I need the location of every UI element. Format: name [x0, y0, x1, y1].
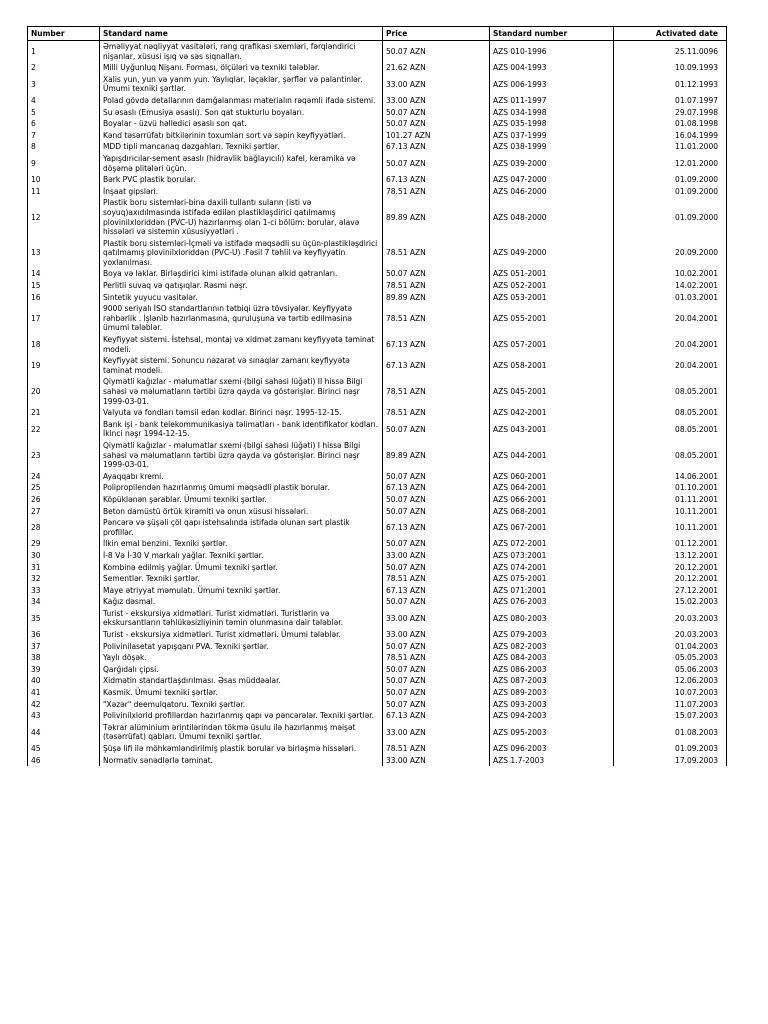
cell-number: 21 — [28, 407, 100, 419]
cell-activated-date: 10.07.2003 — [614, 687, 727, 699]
table-row — [28, 41, 727, 63]
table-row — [28, 238, 727, 269]
cell-price: 67.13 AZN — [383, 482, 490, 494]
cell-price: 50.07 AZN — [383, 419, 490, 440]
cell-standard-name: Qarğıdalı çipsi. — [100, 664, 383, 676]
cell-standard-number: AZS 095-2003 — [490, 722, 614, 743]
cell-activated-date: 12.06.2003 — [614, 675, 727, 687]
cell-price: 67.13 AZN — [383, 585, 490, 597]
table-row — [28, 376, 727, 407]
cell-activated-date: 11.07.2003 — [614, 699, 727, 711]
cell-activated-date: 01.09.2003 — [614, 743, 727, 755]
table-row — [28, 664, 727, 676]
cell-standard-name: Plastik boru sistemləri-bina daxili tullantı suların (isti və soyuq)axıdılmasında istifadə edilən plastikləşdirici qatılmamış plovinilxloriddən (PVC-U) hazırlanmış olan 1-ci bölüm: borular, əlavə hissələri və sistemin xüsusiyyətləri . — [100, 197, 383, 237]
cell-price: 67.13 AZN — [383, 174, 490, 186]
cell-number: 6 — [28, 118, 100, 130]
cell-standard-number: AZS 038-1999 — [490, 141, 614, 153]
table-row — [28, 562, 727, 574]
cell-number: 13 — [28, 238, 100, 269]
cell-standard-number: AZS 086-2003 — [490, 664, 614, 676]
cell-activated-date: 05.05.2003 — [614, 652, 727, 664]
cell-standard-name: Xalis yun, yun və yarım yun. Yaylıqlar, ləçəklər, şərflər və palantinlər. Ümumi texniki şərtlər. — [100, 74, 383, 95]
cell-price: 67.13 AZN — [383, 334, 490, 355]
table-row — [28, 641, 727, 653]
cell-standard-number: AZS 084-2003 — [490, 652, 614, 664]
cell-activated-date: 20.12.2001 — [614, 573, 727, 585]
cell-standard-number: AZS 068-2001 — [490, 506, 614, 518]
cell-activated-date: 01.04.2003 — [614, 641, 727, 653]
cell-standard-name: Turist - ekskursiya xidmətləri. Turist xidmətləri. Turistlərin və ekskursantların təhlükəsizliyinin təmin olunmasına dair tələblər. — [100, 608, 383, 629]
cell-standard-number: AZS 1.7-2003 — [490, 755, 614, 767]
cell-price: 33.00 AZN — [383, 95, 490, 107]
cell-standard-name: Təkrar alüminium ərintilərindən tökmə üsulu ilə hazırlanmış məişət (təsərrüfat) qabları. Ümumi texniki şərtlər. — [100, 722, 383, 743]
cell-standard-name: Şüşə lifi ilə möhkəmləndirilmiş plastik borular və birləşmə hissələri. — [100, 743, 383, 755]
table-row — [28, 652, 727, 664]
cell-standard-number: AZS 071:2001 — [490, 585, 614, 597]
cell-standard-number: AZS 066-2001 — [490, 494, 614, 506]
cell-standard-number: AZS 044-2001 — [490, 440, 614, 471]
cell-price: 50.07 AZN — [383, 107, 490, 119]
cell-standard-name: Xidmətin standartlaşdırılması. Əsas müddəalar. — [100, 675, 383, 687]
cell-activated-date: 12.01.2000 — [614, 153, 727, 174]
cell-number: 31 — [28, 562, 100, 574]
cell-standard-name: Beton damüstü örtük kirəmiti və onun xüsusi hissələri. — [100, 506, 383, 518]
cell-number: 15 — [28, 280, 100, 292]
cell-standard-name: Perlitli suvaq və qatışıqlar. Rəsmi nəşr. — [100, 280, 383, 292]
cell-standard-number: AZS 011-1997 — [490, 95, 614, 107]
cell-price: 33.00 AZN — [383, 74, 490, 95]
cell-number: 36 — [28, 629, 100, 641]
cell-activated-date: 11.01.2000 — [614, 141, 727, 153]
table-row — [28, 699, 727, 711]
table-row — [28, 517, 727, 538]
cell-standard-number: AZS 053-2001 — [490, 292, 614, 304]
cell-price: 33.00 AZN — [383, 755, 490, 767]
table-row — [28, 482, 727, 494]
table-body — [28, 41, 727, 767]
cell-price: 78.51 AZN — [383, 238, 490, 269]
cell-price: 33.00 AZN — [383, 608, 490, 629]
cell-standard-number: AZS 073:2001 — [490, 550, 614, 562]
cell-number: 34 — [28, 596, 100, 608]
table-row — [28, 687, 727, 699]
cell-activated-date: 20.12.2001 — [614, 562, 727, 574]
cell-price: 50.07 AZN — [383, 562, 490, 574]
cell-number: 28 — [28, 517, 100, 538]
header-standard-number: Standard number — [490, 27, 614, 41]
cell-number: 11 — [28, 186, 100, 198]
table-row — [28, 141, 727, 153]
table-row — [28, 506, 727, 518]
table-row — [28, 440, 727, 471]
cell-activated-date: 08.05.2001 — [614, 407, 727, 419]
cell-price: 89.89 AZN — [383, 197, 490, 237]
table-row — [28, 280, 727, 292]
cell-activated-date: 16.04.1999 — [614, 130, 727, 142]
cell-standard-number: AZS 051-2001 — [490, 268, 614, 280]
cell-price: 50.07 AZN — [383, 41, 490, 63]
cell-standard-name: Polivinilasetat yapışqanı PVA. Texniki şərtlər. — [100, 641, 383, 653]
cell-number: 30 — [28, 550, 100, 562]
cell-standard-number: AZS 096-2003 — [490, 743, 614, 755]
cell-number: 29 — [28, 538, 100, 550]
cell-price: 78.51 AZN — [383, 743, 490, 755]
cell-number: 41 — [28, 687, 100, 699]
cell-standard-name: Bərk PVC plastik borular. — [100, 174, 383, 186]
table-row — [28, 186, 727, 198]
cell-standard-number: AZS 089-2003 — [490, 687, 614, 699]
cell-standard-name: Qiymətli kağızlar - məlumatlar sxemi (bilgi sahəsi lüğəti) I hissə Bilgi sahəsi və məlumatların tərtibi üzrə qayda və göstərişlər. Birinci nəşr 1999-03-01. — [100, 440, 383, 471]
cell-activated-date: 01.03.2001 — [614, 292, 727, 304]
table-row — [28, 596, 727, 608]
header-activated-date: Activated date — [614, 27, 727, 41]
cell-standard-number: AZS 094-2003 — [490, 710, 614, 722]
cell-standard-number: AZS 006-1993 — [490, 74, 614, 95]
cell-price: 78.51 AZN — [383, 303, 490, 334]
cell-standard-number: AZS 060-2001 — [490, 471, 614, 483]
cell-standard-name: Ayaqqabı kremi. — [100, 471, 383, 483]
cell-number: 27 — [28, 506, 100, 518]
table-row — [28, 743, 727, 755]
cell-standard-number: AZS 043-2001 — [490, 419, 614, 440]
cell-standard-number: AZS 042-2001 — [490, 407, 614, 419]
table-row — [28, 538, 727, 550]
cell-standard-number: AZS 039-2000 — [490, 153, 614, 174]
cell-price: 67.13 AZN — [383, 141, 490, 153]
cell-price: 89.89 AZN — [383, 440, 490, 471]
cell-number: 40 — [28, 675, 100, 687]
cell-price: 50.07 AZN — [383, 494, 490, 506]
cell-standard-number: AZS 076-2003 — [490, 596, 614, 608]
cell-standard-name: İ-8 Və İ-30 V markalı yağlar. Texniki şərtlər. — [100, 550, 383, 562]
cell-number: 1 — [28, 41, 100, 63]
cell-standard-name: Keyfiyyət sistemi. İstehsal, montaj və xidmət zamanı keyfiyyətə təminat modeli. — [100, 334, 383, 355]
table-row — [28, 755, 727, 767]
table-row — [28, 355, 727, 376]
cell-price: 33.00 AZN — [383, 550, 490, 562]
cell-price: 33.00 AZN — [383, 629, 490, 641]
table-row — [28, 118, 727, 130]
cell-activated-date: 01.12.2001 — [614, 538, 727, 550]
cell-standard-name: Boya və laklar. Birləşdirici kimi istifadə olunan alkid qətranları. — [100, 268, 383, 280]
cell-standard-number: AZS 037-1999 — [490, 130, 614, 142]
cell-price: 50.07 AZN — [383, 471, 490, 483]
table-row — [28, 153, 727, 174]
header-row — [28, 27, 727, 41]
table-row — [28, 407, 727, 419]
cell-activated-date: 01.09.2000 — [614, 186, 727, 198]
cell-standard-name: Turist - ekskursiya xidmətləri. Turist xidmətləri. Ümumi tələblər. — [100, 629, 383, 641]
cell-standard-name: Boyalar - üzvü həlledici əsaslı son qat. — [100, 118, 383, 130]
cell-standard-number: AZS 047-2000 — [490, 174, 614, 186]
cell-standard-name: Polivinilxlorid profillərdən hazırlanmış qapı və pəncərələr. Texniki şərtlər. — [100, 710, 383, 722]
cell-activated-date: 25.11.0096 — [614, 41, 727, 63]
cell-standard-number: AZS 082-2003 — [490, 641, 614, 653]
cell-number: 43 — [28, 710, 100, 722]
cell-price: 50.07 AZN — [383, 596, 490, 608]
cell-number: 25 — [28, 482, 100, 494]
cell-price: 50.07 AZN — [383, 268, 490, 280]
cell-number: 16 — [28, 292, 100, 304]
cell-price: 50.07 AZN — [383, 664, 490, 676]
table-row — [28, 585, 727, 597]
cell-standard-name: Bank işi - bank telekommunikasiya təlimatları - bank identifikator kodları. İkinci nəşr 1994-12-15. — [100, 419, 383, 440]
cell-price: 78.51 AZN — [383, 573, 490, 585]
cell-activated-date: 20.03.2003 — [614, 608, 727, 629]
cell-standard-number: AZS 080-2003 — [490, 608, 614, 629]
cell-number: 44 — [28, 722, 100, 743]
cell-standard-name: MDD tipli mancanaq dəzgahları. Texniki şərtlər. — [100, 141, 383, 153]
cell-standard-number: AZS 057-2001 — [490, 334, 614, 355]
cell-standard-name: Maye ətriyyat məmulatı. Ümumi texniki şərtlər. — [100, 585, 383, 597]
cell-number: 24 — [28, 471, 100, 483]
cell-standard-number: AZS 055-2001 — [490, 303, 614, 334]
cell-standard-number: AZS 048-2000 — [490, 197, 614, 237]
cell-activated-date: 10.11.2001 — [614, 517, 727, 538]
header-standard-name: Standard name — [100, 27, 383, 41]
cell-standard-name: Plastik boru sistemləri-İçməli və istifadə məqsədli su üçün-plastikləşdirici qatılmamış plovinilxloriddən (PVC-U) .Fəsil 7 təhlil və keyfiyyətin yoxlanılması. — [100, 238, 383, 269]
cell-activated-date: 20.09.2000 — [614, 238, 727, 269]
cell-number: 20 — [28, 376, 100, 407]
cell-price: 89.89 AZN — [383, 292, 490, 304]
cell-standard-name: Polad gövdə detallarının damğalanması materialın rəqəmli ifadə sistemi. — [100, 95, 383, 107]
cell-standard-number: AZS 058-2001 — [490, 355, 614, 376]
table-row — [28, 268, 727, 280]
cell-standard-name: İlkin emal benzini. Texniki şərtlər. — [100, 538, 383, 550]
table-row — [28, 573, 727, 585]
cell-standard-name: İnşaat gipsləri. — [100, 186, 383, 198]
table-row — [28, 107, 727, 119]
cell-number: 39 — [28, 664, 100, 676]
cell-price: 78.51 AZN — [383, 280, 490, 292]
cell-activated-date: 01.08.1998 — [614, 118, 727, 130]
cell-standard-name: Qiymətli kağızlar - məlumatlar sxemi (bilgi sahəsi lüğəti) II hissə Bilgi sahəsi və məlumatların tərtibi üzrə qayda və göstərişlər. Birinci nəşr 1999-03-01. — [100, 376, 383, 407]
table-row — [28, 130, 727, 142]
cell-number: 10 — [28, 174, 100, 186]
cell-price: 50.07 AZN — [383, 118, 490, 130]
cell-number: 22 — [28, 419, 100, 440]
table-row — [28, 419, 727, 440]
cell-activated-date: 10.09.1993 — [614, 62, 727, 74]
cell-activated-date: 08.05.2001 — [614, 419, 727, 440]
cell-number: 2 — [28, 62, 100, 74]
cell-number: 18 — [28, 334, 100, 355]
cell-activated-date: 20.04.2001 — [614, 334, 727, 355]
table-row — [28, 334, 727, 355]
cell-number: 33 — [28, 585, 100, 597]
table-row — [28, 303, 727, 334]
cell-number: 12 — [28, 197, 100, 237]
cell-activated-date: 20.04.2001 — [614, 303, 727, 334]
cell-activated-date: 17.09.2003 — [614, 755, 727, 767]
cell-price: 50.07 AZN — [383, 506, 490, 518]
cell-standard-name: Kənd təsərrüfatı bitkilərinin toxumları sort və səpin keyfiyyətləri. — [100, 130, 383, 142]
cell-standard-number: AZS 035-1998 — [490, 118, 614, 130]
table-row — [28, 629, 727, 641]
cell-price: 50.07 AZN — [383, 687, 490, 699]
cell-standard-name: Sementlər. Texniki şərtlər. — [100, 573, 383, 585]
cell-standard-number: AZS 079-2003 — [490, 629, 614, 641]
table-row — [28, 494, 727, 506]
cell-standard-number: AZS 093-2003 — [490, 699, 614, 711]
cell-number: 38 — [28, 652, 100, 664]
cell-standard-name: Milli Uyğunluq Nişanı. Forması, ölçüləri və texniki tələblər. — [100, 62, 383, 74]
cell-standard-name: 9000 seriyalı İSO standartlarının tətbiqi üzrə tövsiyələr. Keyfiyyətə rəhbərlik . İşlənib hazırlanmasına, quruluşuna və tərtib edilməsinə ümumi tələblər. — [100, 303, 383, 334]
cell-standard-name: Köpüklənən şərablar. Ümumi texniki şərtlər. — [100, 494, 383, 506]
cell-number: 26 — [28, 494, 100, 506]
table-row — [28, 95, 727, 107]
cell-standard-name: Sintetik yuyucu vasitələr. — [100, 292, 383, 304]
cell-number: 42 — [28, 699, 100, 711]
cell-standard-number: AZS 074-2001 — [490, 562, 614, 574]
cell-number: 37 — [28, 641, 100, 653]
cell-price: 50.07 AZN — [383, 641, 490, 653]
cell-number: 3 — [28, 74, 100, 95]
table-row — [28, 197, 727, 237]
table-row — [28, 550, 727, 562]
cell-standard-name: Kombinə edilmiş yağlar. Ümumi texniki şərtlər. — [100, 562, 383, 574]
cell-activated-date: 01.08.2003 — [614, 722, 727, 743]
cell-price: 50.07 AZN — [383, 538, 490, 550]
cell-activated-date: 01.11.2001 — [614, 494, 727, 506]
cell-price: 33.00 AZN — [383, 722, 490, 743]
cell-number: 46 — [28, 755, 100, 767]
cell-activated-date: 15.02.2003 — [614, 596, 727, 608]
cell-price: 21.62 AZN — [383, 62, 490, 74]
cell-number: 35 — [28, 608, 100, 629]
cell-standard-name: Su əsaslı (Emusiya əsaslı). Son qat stukturlu boyaları. — [100, 107, 383, 119]
cell-standard-name: Yaylı döşək. — [100, 652, 383, 664]
table-row — [28, 608, 727, 629]
cell-standard-name: "Xəzər" deemulqatoru. Texniki şərtlər. — [100, 699, 383, 711]
cell-standard-name: Kağız dəsmal. — [100, 596, 383, 608]
cell-activated-date: 10.02.2001 — [614, 268, 727, 280]
cell-standard-number: AZS 045-2001 — [490, 376, 614, 407]
cell-price: 50.07 AZN — [383, 675, 490, 687]
cell-standard-number: AZS 064-2001 — [490, 482, 614, 494]
cell-activated-date: 01.09.2000 — [614, 174, 727, 186]
cell-number: 7 — [28, 130, 100, 142]
table-row — [28, 710, 727, 722]
cell-price: 67.13 AZN — [383, 710, 490, 722]
table-header — [28, 27, 727, 41]
cell-number: 8 — [28, 141, 100, 153]
cell-price: 67.13 AZN — [383, 355, 490, 376]
cell-number: 45 — [28, 743, 100, 755]
cell-activated-date: 20.03.2003 — [614, 629, 727, 641]
cell-number: 19 — [28, 355, 100, 376]
cell-standard-name: Valyuta və fondları təmsil edən kodlar. Birinci nəşr. 1995-12-15. — [100, 407, 383, 419]
table-row — [28, 292, 727, 304]
cell-standard-number: AZS 010-1996 — [490, 41, 614, 63]
cell-standard-name: Polipropilendən hazırlanmış ümumi məqsədli plastik borular. — [100, 482, 383, 494]
cell-price: 50.07 AZN — [383, 699, 490, 711]
cell-price: 78.51 AZN — [383, 376, 490, 407]
cell-activated-date: 14.02.2001 — [614, 280, 727, 292]
cell-standard-number: AZS 087-2003 — [490, 675, 614, 687]
cell-activated-date: 13.12.2001 — [614, 550, 727, 562]
cell-number: 23 — [28, 440, 100, 471]
table-row — [28, 471, 727, 483]
cell-price: 78.51 AZN — [383, 186, 490, 198]
table-row — [28, 74, 727, 95]
cell-activated-date: 10.11.2001 — [614, 506, 727, 518]
cell-standard-number: AZS 067-2001 — [490, 517, 614, 538]
cell-number: 9 — [28, 153, 100, 174]
cell-activated-date: 14.06.2001 — [614, 471, 727, 483]
cell-price: 50.07 AZN — [383, 153, 490, 174]
cell-standard-number: AZS 034-1998 — [490, 107, 614, 119]
cell-number: 14 — [28, 268, 100, 280]
cell-activated-date: 08.05.2001 — [614, 376, 727, 407]
cell-standard-number: AZS 049-2000 — [490, 238, 614, 269]
cell-price: 101.27 AZN — [383, 130, 490, 142]
table-row — [28, 675, 727, 687]
cell-standard-number: AZS 052-2001 — [490, 280, 614, 292]
cell-activated-date: 08.05.2001 — [614, 440, 727, 471]
cell-number: 17 — [28, 303, 100, 334]
cell-activated-date: 27.12.2001 — [614, 585, 727, 597]
table-row — [28, 174, 727, 186]
cell-activated-date: 15.07.2003 — [614, 710, 727, 722]
standards-table — [27, 26, 727, 766]
cell-number: 4 — [28, 95, 100, 107]
cell-number: 32 — [28, 573, 100, 585]
cell-standard-name: Normativ sənədlərlə təminat. — [100, 755, 383, 767]
cell-activated-date: 29.07.1998 — [614, 107, 727, 119]
cell-standard-name: Kəsmik. Ümumi texniki şərtlər. — [100, 687, 383, 699]
cell-activated-date: 20.04.2001 — [614, 355, 727, 376]
cell-activated-date: 01.10.2001 — [614, 482, 727, 494]
cell-price: 78.51 AZN — [383, 407, 490, 419]
cell-price: 78.51 AZN — [383, 652, 490, 664]
cell-standard-number: AZS 072-2001 — [490, 538, 614, 550]
cell-standard-name: Yapışdırıcılar-sement əsaslı (hidravlik bağlayıcılı) kafel, keramika və döşəmə plitələri üçün. — [100, 153, 383, 174]
cell-number: 5 — [28, 107, 100, 119]
cell-activated-date: 01.09.2000 — [614, 197, 727, 237]
cell-activated-date: 01.07.1997 — [614, 95, 727, 107]
header-price: Price — [383, 27, 490, 41]
cell-standard-number: AZS 046-2000 — [490, 186, 614, 198]
header-number: Number — [28, 27, 100, 41]
cell-activated-date: 01.12.1993 — [614, 74, 727, 95]
cell-standard-name: Pəncərə və şüşəli çöl qapı istehsalında istifadə olunan sərt plastik profillər. — [100, 517, 383, 538]
cell-standard-name: Keyfiyyət sistemi. Sonuncu nəzarət və sınaqlar zamanı keyfiyyətə təminat modeli. — [100, 355, 383, 376]
cell-activated-date: 05.06.2003 — [614, 664, 727, 676]
cell-standard-number: AZS 075-2001 — [490, 573, 614, 585]
table-row — [28, 722, 727, 743]
cell-standard-name: Əməliyyat nəqliyyat vasitələri, rəng qrafikası sxemləri, fərqləndirici nişanlar, xüsusi işıq və səs siqnalları. — [100, 41, 383, 63]
cell-standard-number: AZS 004-1993 — [490, 62, 614, 74]
cell-price: 67.13 AZN — [383, 517, 490, 538]
table-row — [28, 62, 727, 74]
